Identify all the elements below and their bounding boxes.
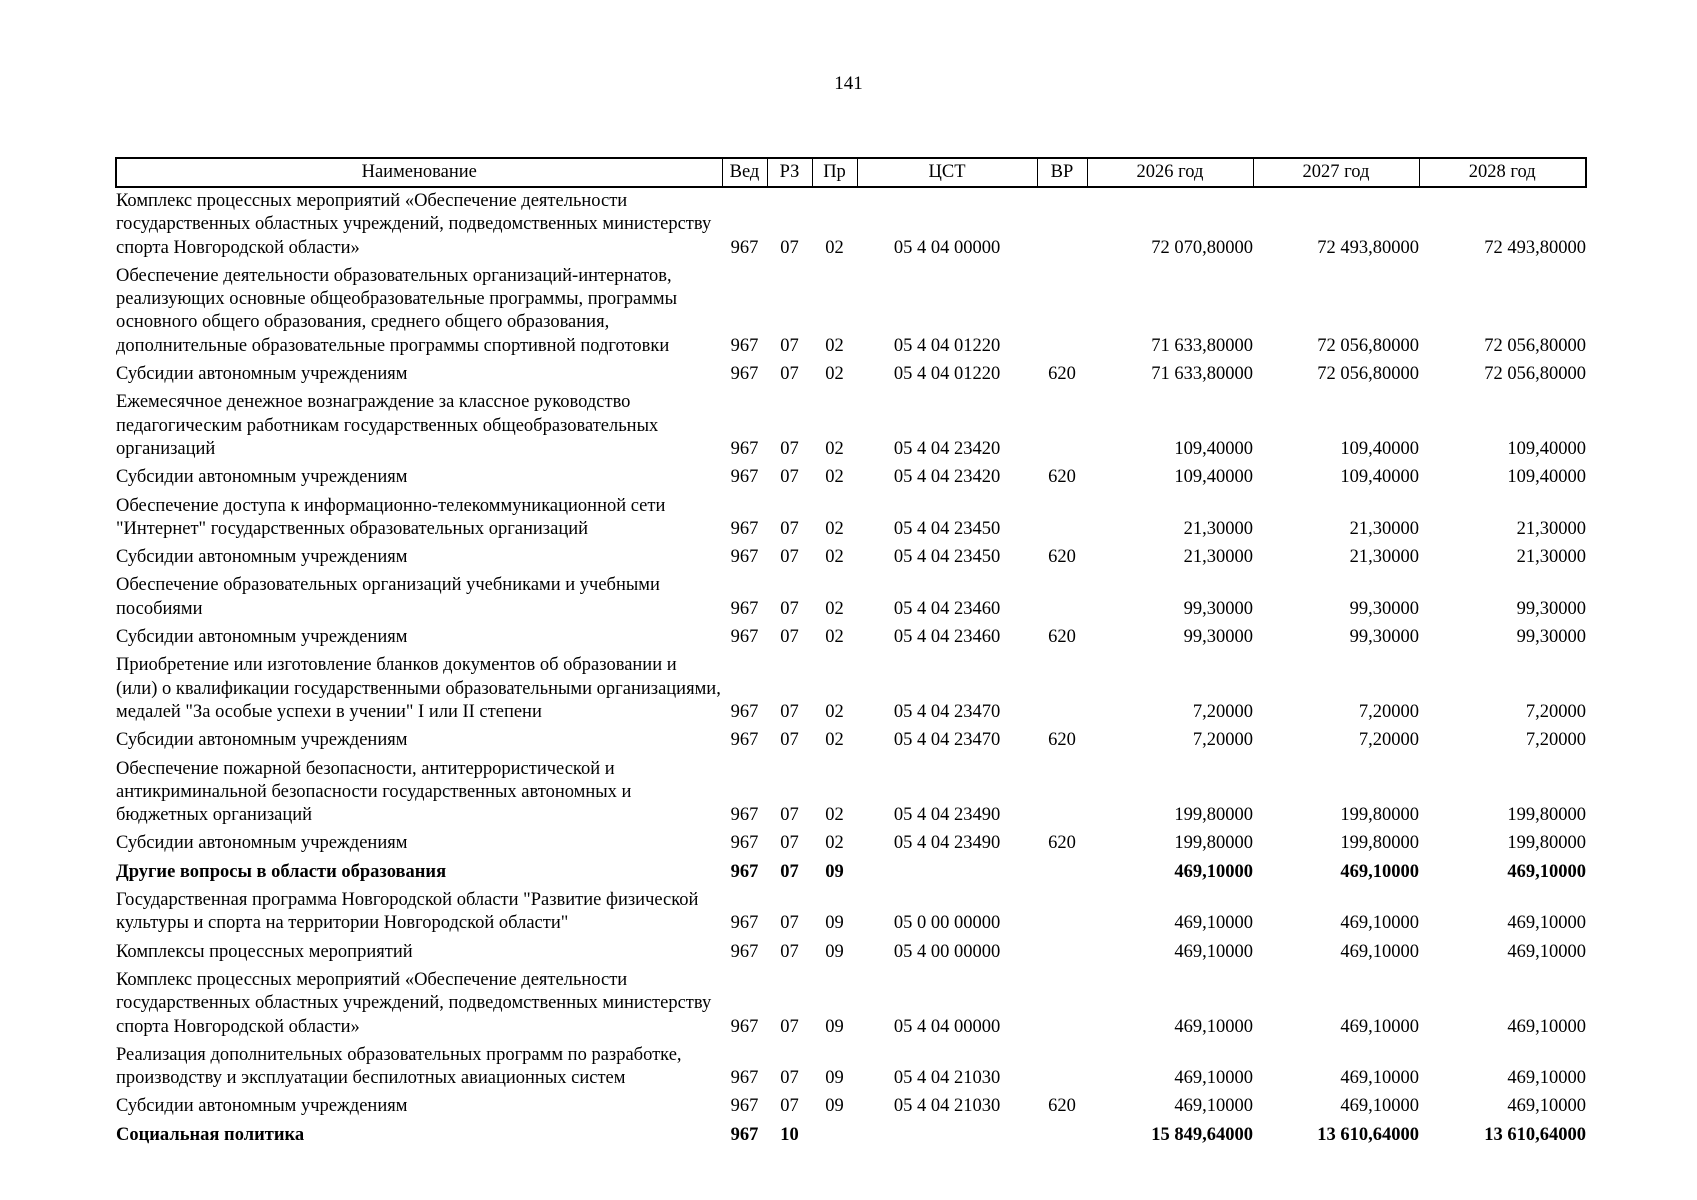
cell-ved: 967 xyxy=(730,1096,759,1117)
cell-vr xyxy=(1037,936,1087,964)
cell-2026: 469,10000 xyxy=(1174,1016,1253,1037)
cell-vr xyxy=(1037,753,1087,828)
cell-pr: 09 xyxy=(825,1016,844,1037)
cell-vr: 620 xyxy=(1048,467,1076,488)
cell-rz: 07 xyxy=(780,438,799,459)
cell-2027: 109,40000 xyxy=(1340,438,1419,459)
cell-name: Комплексы процессных мероприятий xyxy=(116,941,413,962)
cell-rz: 07 xyxy=(780,1016,799,1037)
cell-2027: 72 493,80000 xyxy=(1317,237,1419,258)
cell-pr: 09 xyxy=(825,1068,844,1089)
cell-2026: 469,10000 xyxy=(1174,861,1253,882)
cell-ved: 967 xyxy=(730,467,759,488)
cell-ved: 967 xyxy=(730,1068,759,1089)
cell-rz: 07 xyxy=(780,941,799,962)
column-header-rz: РЗ xyxy=(767,158,812,187)
cell-rz: 07 xyxy=(780,701,799,722)
table-row xyxy=(116,260,1586,358)
cell-rz: 07 xyxy=(780,627,799,648)
cell-2028: 469,10000 xyxy=(1507,1016,1586,1037)
cell-pr: 02 xyxy=(825,518,844,539)
cell-2027: 72 056,80000 xyxy=(1317,364,1419,385)
cell-name: Субсидии автономным учреждениям xyxy=(116,1096,408,1117)
cell-rz: 07 xyxy=(780,913,799,934)
cell-2027: 199,80000 xyxy=(1340,833,1419,854)
cell-2026: 109,40000 xyxy=(1174,438,1253,459)
cell-pr: 02 xyxy=(825,335,844,356)
cell-2026: 71 633,80000 xyxy=(1151,335,1253,356)
cell-name: Субсидии автономным учреждениям xyxy=(116,364,408,385)
table-row xyxy=(116,569,1586,621)
cell-rz: 07 xyxy=(780,805,799,826)
cell-2026: 21,30000 xyxy=(1183,547,1253,568)
cell-2026: 99,30000 xyxy=(1183,598,1253,619)
cell-ved: 967 xyxy=(730,364,759,385)
cell-pr: 09 xyxy=(825,941,844,962)
cell-2026: 15 849,64000 xyxy=(1151,1124,1253,1145)
table-row xyxy=(116,827,1586,855)
cell-cst: 05 4 00 00000 xyxy=(893,941,1001,962)
cell-vr xyxy=(1037,490,1087,542)
cell-vr xyxy=(1037,1039,1087,1091)
cell-2028: 469,10000 xyxy=(1507,913,1586,934)
cell-2027: 469,10000 xyxy=(1340,861,1419,882)
cell-2027: 469,10000 xyxy=(1340,1016,1419,1037)
cell-name: Субсидии автономным учреждениям xyxy=(116,833,408,854)
cell-cst: 05 4 04 23420 xyxy=(893,438,1001,459)
cell-ved: 967 xyxy=(730,941,759,962)
cell-ved: 967 xyxy=(730,438,759,459)
table-row xyxy=(116,936,1586,964)
cell-vr: 620 xyxy=(1048,833,1076,854)
cell-2027: 469,10000 xyxy=(1340,913,1419,934)
table-row xyxy=(116,649,1586,724)
cell-vr: 620 xyxy=(1048,547,1076,568)
cell-2027: 99,30000 xyxy=(1349,627,1419,648)
cell-pr: 02 xyxy=(825,627,844,648)
cell-cst: 05 4 04 00000 xyxy=(893,1016,1001,1037)
table-row xyxy=(116,490,1586,542)
cell-rz: 10 xyxy=(780,1124,799,1145)
cell-2026: 71 633,80000 xyxy=(1151,364,1253,385)
cell-ved: 967 xyxy=(730,861,759,882)
cell-2027: 21,30000 xyxy=(1349,547,1419,568)
cell-name: Субсидии автономным учреждениям xyxy=(116,467,408,488)
cell-2026: 469,10000 xyxy=(1174,1068,1253,1089)
cell-name: Обеспечение деятельности образовательных организаций-интернатов, реализующих основные общеобразовательные программы, программы основного общего образования, среднего общего образования, дополнительные образовательные программы спортивной подготовки xyxy=(116,265,678,356)
cell-cst: 05 4 04 23460 xyxy=(893,627,1001,648)
cell-cst: 05 4 04 23450 xyxy=(893,547,1001,568)
cell-2028: 72 056,80000 xyxy=(1484,335,1586,356)
cell-vr xyxy=(1037,884,1087,936)
cell-2026: 469,10000 xyxy=(1174,941,1253,962)
cell-cst: 05 4 04 01220 xyxy=(893,335,1001,356)
cell-2028: 13 610,64000 xyxy=(1484,1124,1586,1145)
cell-pr: 02 xyxy=(825,598,844,619)
cell-rz: 07 xyxy=(780,518,799,539)
cell-cst: 05 4 04 23450 xyxy=(893,518,1001,539)
table-row xyxy=(116,386,1586,461)
cell-name: Комплекс процессных мероприятий «Обеспечение деятельности государственных областных учреждений, подведомственных министерству спорта Новгородской области» xyxy=(116,969,712,1037)
cell-pr: 02 xyxy=(825,364,844,385)
cell-name: Субсидии автономным учреждениям xyxy=(116,627,408,648)
cell-2027: 72 056,80000 xyxy=(1317,335,1419,356)
column-header-name: Наименование xyxy=(116,158,722,187)
page-number: 141 xyxy=(834,73,863,94)
table-row xyxy=(116,1119,1586,1147)
cell-2026: 72 070,80000 xyxy=(1151,237,1253,258)
cell-vr: 620 xyxy=(1048,1096,1076,1117)
cell-cst: 05 4 04 01220 xyxy=(893,364,1001,385)
cell-2027: 21,30000 xyxy=(1349,518,1419,539)
cell-2028: 21,30000 xyxy=(1516,547,1586,568)
cell-vr: 620 xyxy=(1048,627,1076,648)
cell-name: Обеспечение пожарной безопасности, антитеррористической и антикриминальной безопасности государственных автономных и бюджетных организаций xyxy=(116,758,632,826)
cell-cst: 05 4 04 21030 xyxy=(893,1068,1001,1089)
cell-name: Социальная политика xyxy=(116,1124,305,1145)
cell-name: Государственная программа Новгородской области "Развитие физической культуры и спорта на территории Новгородской области" xyxy=(116,890,699,934)
cell-vr: 620 xyxy=(1048,364,1076,385)
cell-2028: 469,10000 xyxy=(1507,1096,1586,1117)
cell-name: Субсидии автономным учреждениям xyxy=(116,730,408,751)
cell-pr: 09 xyxy=(825,861,844,882)
cell-2028: 109,40000 xyxy=(1507,467,1586,488)
cell-vr: 620 xyxy=(1048,730,1076,751)
cell-2028: 199,80000 xyxy=(1507,833,1586,854)
cell-2028: 72 493,80000 xyxy=(1484,237,1586,258)
cell-2026: 21,30000 xyxy=(1183,518,1253,539)
table-row xyxy=(116,724,1586,752)
cell-rz: 07 xyxy=(780,833,799,854)
cell-2026: 99,30000 xyxy=(1183,627,1253,648)
table-header-row xyxy=(116,158,1586,187)
cell-cst xyxy=(857,856,1037,884)
cell-ved: 967 xyxy=(730,730,759,751)
cell-cst: 05 4 04 21030 xyxy=(893,1096,1001,1117)
cell-rz: 07 xyxy=(780,1096,799,1117)
cell-rz: 07 xyxy=(780,1068,799,1089)
cell-ved: 967 xyxy=(730,627,759,648)
cell-2026: 7,20000 xyxy=(1192,730,1253,751)
cell-pr: 02 xyxy=(825,805,844,826)
cell-name: Обеспечение доступа к информационно-телекоммуникационной сети "Интернет" государственных образовательных организаций xyxy=(116,495,666,539)
cell-pr: 02 xyxy=(825,547,844,568)
column-header-pr: Пр xyxy=(812,158,857,187)
table-row xyxy=(116,1039,1586,1091)
cell-vr xyxy=(1037,649,1087,724)
cell-vr xyxy=(1037,1119,1087,1147)
table-row xyxy=(116,884,1586,936)
cell-pr xyxy=(812,1119,857,1147)
cell-rz: 07 xyxy=(780,467,799,488)
cell-2028: 469,10000 xyxy=(1507,1068,1586,1089)
cell-vr xyxy=(1037,964,1087,1039)
cell-rz: 07 xyxy=(780,730,799,751)
cell-ved: 967 xyxy=(730,1016,759,1037)
cell-2027: 469,10000 xyxy=(1340,941,1419,962)
cell-pr: 02 xyxy=(825,237,844,258)
cell-ved: 967 xyxy=(730,237,759,258)
cell-2027: 469,10000 xyxy=(1340,1068,1419,1089)
cell-cst: 05 4 04 23420 xyxy=(893,467,1001,488)
cell-cst: 05 4 04 23470 xyxy=(893,730,1001,751)
cell-cst: 05 4 04 23490 xyxy=(893,833,1001,854)
cell-cst xyxy=(857,1119,1037,1147)
cell-2028: 99,30000 xyxy=(1516,627,1586,648)
table-row xyxy=(116,964,1586,1039)
cell-name: Другие вопросы в области образования xyxy=(116,861,447,882)
cell-name: Обеспечение образовательных организаций учебниками и учебными пособиями xyxy=(116,575,660,619)
cell-ved: 967 xyxy=(730,1124,759,1145)
cell-rz: 07 xyxy=(780,335,799,356)
cell-name: Ежемесячное денежное вознаграждение за классное руководство педагогическим работникам государственных общеобразовательных организаций xyxy=(116,392,659,459)
column-header-2026: 2026 год xyxy=(1087,158,1253,187)
cell-cst: 05 4 04 23490 xyxy=(893,805,1001,826)
cell-2028: 109,40000 xyxy=(1507,438,1586,459)
cell-2026: 469,10000 xyxy=(1174,913,1253,934)
cell-vr xyxy=(1037,386,1087,461)
cell-pr: 09 xyxy=(825,1096,844,1117)
cell-name: Комплекс процессных мероприятий «Обеспечение деятельности государственных областных учреждений, подведомственных министерству спорта Новгородской области» xyxy=(116,191,712,258)
cell-vr xyxy=(1037,569,1087,621)
cell-2026: 199,80000 xyxy=(1174,833,1253,854)
cell-pr: 09 xyxy=(825,913,844,934)
cell-ved: 967 xyxy=(730,701,759,722)
table-row xyxy=(116,187,1586,260)
cell-vr xyxy=(1037,856,1087,884)
table-row xyxy=(116,1090,1586,1118)
column-header-2028: 2028 год xyxy=(1419,158,1586,187)
table-row xyxy=(116,856,1586,884)
cell-name: Субсидии автономным учреждениям xyxy=(116,547,408,568)
column-header-ved: Вед xyxy=(722,158,767,187)
cell-ved: 967 xyxy=(730,598,759,619)
cell-2027: 7,20000 xyxy=(1358,701,1419,722)
cell-ved: 967 xyxy=(730,913,759,934)
table-body xyxy=(116,187,1586,1147)
table-row xyxy=(116,753,1586,828)
cell-2028: 7,20000 xyxy=(1525,701,1586,722)
cell-2027: 199,80000 xyxy=(1340,805,1419,826)
cell-2027: 469,10000 xyxy=(1340,1096,1419,1117)
cell-2028: 469,10000 xyxy=(1507,861,1586,882)
cell-2026: 109,40000 xyxy=(1174,467,1253,488)
table-row xyxy=(116,621,1586,649)
cell-ved: 967 xyxy=(730,518,759,539)
table-row xyxy=(116,358,1586,386)
table-row xyxy=(116,541,1586,569)
column-header-cst: ЦСТ xyxy=(857,158,1037,187)
budget-table xyxy=(115,157,1587,1147)
cell-pr: 02 xyxy=(825,730,844,751)
cell-vr xyxy=(1037,187,1087,260)
cell-ved: 967 xyxy=(730,833,759,854)
column-header-2027: 2027 год xyxy=(1253,158,1419,187)
cell-rz: 07 xyxy=(780,237,799,258)
cell-name: Приобретение или изготовление бланков документов об образовании и (или) о квалификации государственными образовательными организациями, медалей "За особые успехи в учении" I или II степени xyxy=(116,655,721,722)
cell-ved: 967 xyxy=(730,547,759,568)
cell-name: Реализация дополнительных образовательных программ по разработке, производству и эксплуатации беспилотных авиационных систем xyxy=(116,1044,682,1089)
cell-2026: 7,20000 xyxy=(1192,701,1253,722)
cell-2028: 99,30000 xyxy=(1516,598,1586,619)
column-header-vr: ВР xyxy=(1037,158,1087,187)
cell-cst: 05 4 04 00000 xyxy=(893,237,1001,258)
cell-2027: 7,20000 xyxy=(1358,730,1419,751)
cell-2028: 72 056,80000 xyxy=(1484,364,1586,385)
cell-cst: 05 4 04 23460 xyxy=(893,598,1001,619)
table-row xyxy=(116,461,1586,489)
cell-pr: 02 xyxy=(825,701,844,722)
cell-2028: 7,20000 xyxy=(1525,730,1586,751)
cell-cst: 05 4 04 23470 xyxy=(893,701,1001,722)
cell-pr: 02 xyxy=(825,467,844,488)
cell-2027: 99,30000 xyxy=(1349,598,1419,619)
cell-ved: 967 xyxy=(730,335,759,356)
cell-2028: 469,10000 xyxy=(1507,941,1586,962)
cell-2026: 199,80000 xyxy=(1174,805,1253,826)
cell-ved: 967 xyxy=(730,805,759,826)
cell-vr xyxy=(1037,260,1087,358)
cell-rz: 07 xyxy=(780,598,799,619)
cell-pr: 02 xyxy=(825,833,844,854)
cell-rz: 07 xyxy=(780,364,799,385)
cell-2028: 21,30000 xyxy=(1516,518,1586,539)
cell-2027: 109,40000 xyxy=(1340,467,1419,488)
cell-2027: 13 610,64000 xyxy=(1317,1124,1419,1145)
cell-pr: 02 xyxy=(825,438,844,459)
cell-rz: 07 xyxy=(780,547,799,568)
cell-2026: 469,10000 xyxy=(1174,1096,1253,1117)
cell-cst: 05 0 00 00000 xyxy=(893,913,1001,934)
cell-2028: 199,80000 xyxy=(1507,805,1586,826)
cell-rz: 07 xyxy=(780,861,799,882)
